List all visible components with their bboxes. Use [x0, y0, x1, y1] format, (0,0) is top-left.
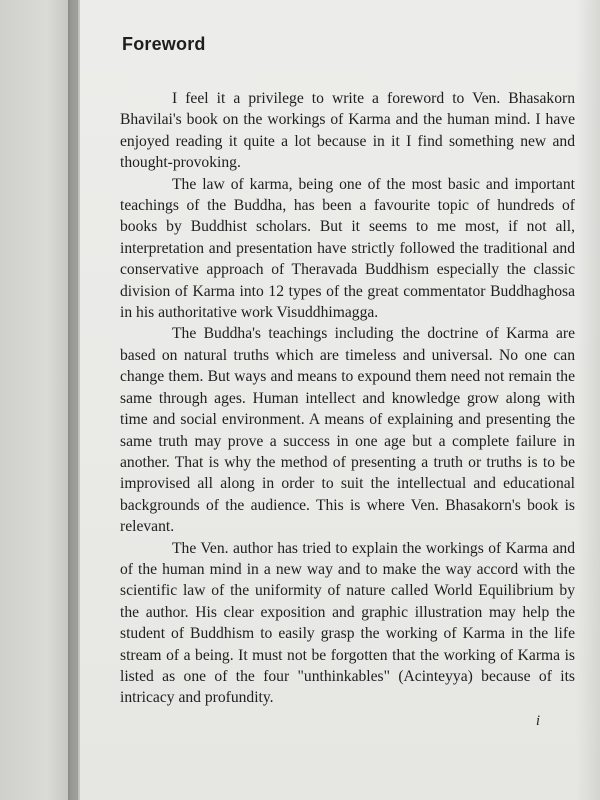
paragraph-2: The law of karma, being one of the most basic and important teachings of the Buddha, has been a favourite topic of hundreds of books by Buddhist scholars. But it seems to me most, if not all, interpretation and presentation have strictly followed the traditional and conservative approach of Theravada Buddhism especially the classic division of Karma into 12 types of the great commentator Buddhaghosa in his authoritative work Visuddhimagga.	[120, 175, 575, 322]
foreword-body	[120, 88, 575, 709]
page-edge-shading	[576, 0, 600, 800]
book-page	[80, 0, 600, 800]
paragraph-3: The Buddha's teachings including the doctrine of Karma are based on natural truths which are timeless and universal. No one can change them. But ways and means to expound them need not remain the same through ages. Human intellect and knowledge grow along with time and social environment. A means of explaining and presenting the same truth may prove a success in one age but a complete failure in another. That is why the method of presenting a truth or truths is to be improvised all along in order to suit the intellectual and educational backgrounds of the audience. This is where Ven. Bhasakorn's book is relevant.	[120, 325, 575, 536]
paragraph-1: I feel it a privilege to write a foreword to Ven. Bhasakorn Bhavilai's book on the workings of Karma and the human mind. I have enjoyed reading it quite a lot because in it I find something new and thought-provoking.	[120, 90, 575, 172]
page-title: Foreword	[122, 34, 206, 54]
left-facing-page	[0, 0, 78, 800]
paragraph-4: The Ven. author has tried to explain the workings of Karma and of the human mind in a new way and to make the way accord with the scientific law of the uniformity of nature called World Equilibrium by the author. His clear exposition and graphic illustration may help the student of Buddhism to easily grasp the working of Karma in the life stream of a being. It must not be forgotten that the working of Karma is listed as one of the four "unthinkables" (Acinteyya) because of its intricacy and profundity.	[120, 539, 575, 707]
page-number: i	[535, 713, 540, 729]
